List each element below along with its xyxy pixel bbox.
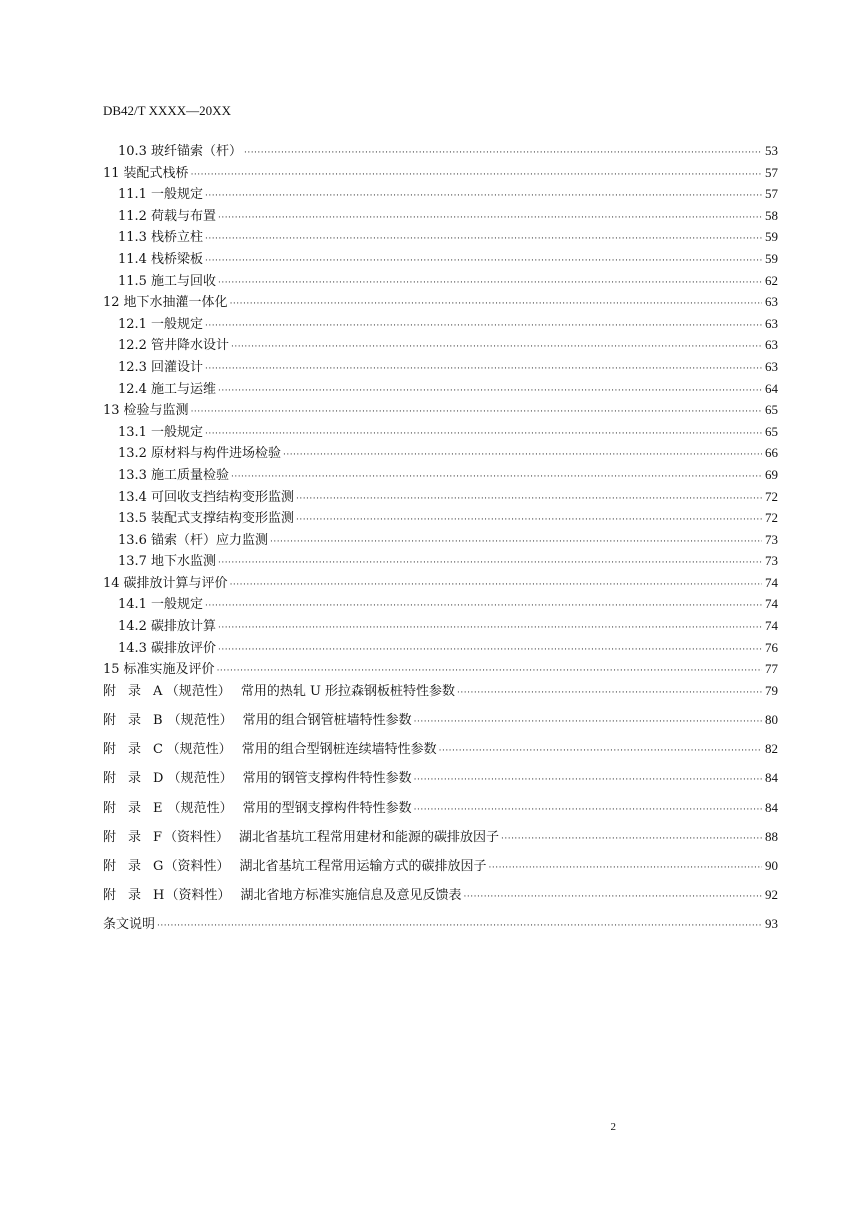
toc-entry-title: 一般规定 <box>150 424 203 440</box>
toc-dot-leader <box>205 318 762 334</box>
toc-dot-leader <box>244 145 762 161</box>
toc-dot-leader <box>489 860 763 876</box>
toc-entry[interactable] <box>103 402 778 424</box>
toc-entry-page: 72 <box>765 510 778 526</box>
appendix-type: （规范性） <box>167 800 233 816</box>
appendix-page: 84 <box>765 770 778 786</box>
toc-entry-page: 66 <box>765 445 778 461</box>
toc-dot-leader <box>205 361 762 377</box>
toc-entry[interactable] <box>103 553 778 575</box>
appendix-prefix-char: 录 <box>128 858 142 874</box>
toc-dot-leader <box>191 404 762 420</box>
appendix-title: 常用的钢管支撑构件特性参数 <box>242 771 412 787</box>
toc-entry-number: 15 <box>103 662 120 678</box>
toc-entry-number: 12.4 <box>118 381 147 397</box>
appendix-prefix-char: 录 <box>128 742 142 758</box>
appendix-type: （规范性） <box>167 713 233 729</box>
toc-appendix-entry[interactable] <box>103 683 778 712</box>
toc-entry-title: 回灌设计 <box>150 359 203 375</box>
table-of-contents <box>103 143 778 938</box>
appendix-page: 79 <box>765 682 778 698</box>
toc-entry[interactable] <box>103 596 778 618</box>
toc-entry-title: 施工质量检验 <box>150 467 229 483</box>
appendix-prefix-char: 录 <box>128 800 142 816</box>
toc-dot-leader <box>218 642 762 658</box>
toc-dot-leader <box>157 918 762 934</box>
appendix-title: 湖北省基坑工程常用运输方式的碳排放因子 <box>239 858 487 874</box>
appendix-type: （资料性） <box>163 829 229 845</box>
appendix-letter: C <box>153 742 163 758</box>
toc-entry-number: 14.3 <box>118 640 147 656</box>
appendix-type: （资料性） <box>164 858 230 874</box>
toc-entry-page: 63 <box>765 315 778 331</box>
toc-entry-page: 59 <box>765 250 778 266</box>
toc-entry[interactable] <box>103 186 778 208</box>
appendix-letter: E <box>153 800 163 816</box>
appendix-letter: D <box>153 771 164 787</box>
toc-dot-leader <box>230 296 762 312</box>
toc-dot-leader <box>283 447 762 463</box>
toc-entry[interactable] <box>103 424 778 446</box>
appendix-prefix-char: 附 <box>103 771 117 787</box>
appendix-prefix-char: 附 <box>103 858 117 874</box>
toc-entry-page: 64 <box>765 380 778 396</box>
document-code-header: DB42/T XXXX—20XX <box>103 103 231 118</box>
toc-entry-page: 76 <box>765 639 778 655</box>
appendix-page: 80 <box>765 712 778 728</box>
toc-entry-number: 14.2 <box>118 619 147 635</box>
toc-dot-leader <box>296 491 762 507</box>
toc-entry[interactable] <box>103 294 778 316</box>
appendix-prefix-char: 录 <box>128 683 142 699</box>
appendix-prefix <box>103 742 153 758</box>
toc-entry-page: 59 <box>765 229 778 245</box>
toc-entry-number: 12 <box>103 295 120 311</box>
toc-entry-title: 碳排放评价 <box>150 640 216 656</box>
toc-entry-number: 13.3 <box>118 467 147 483</box>
toc-entry-number: 14.1 <box>118 597 147 613</box>
appendix-prefix <box>103 859 153 875</box>
toc-dot-leader <box>230 577 762 593</box>
toc-entry-title: 装配式支撑结构变形监测 <box>150 511 294 527</box>
toc-entry-page: 69 <box>765 466 778 482</box>
toc-entry-title: 玻纤锚索（杆） <box>150 144 242 159</box>
appendix-prefix-char: 录 <box>128 771 142 787</box>
toc-entry-number: 13 <box>103 403 120 419</box>
toc-entry-page: 63 <box>765 337 778 353</box>
toc-entry-title: 标准实施及评价 <box>123 662 215 678</box>
toc-appendix-entry[interactable] <box>103 829 778 858</box>
toc-entry[interactable] <box>103 337 778 359</box>
appendix-letter: A <box>153 683 163 699</box>
toc-appendix-entry[interactable] <box>103 887 778 916</box>
toc-dot-leader <box>218 620 762 636</box>
toc-entry-number: 12.1 <box>118 316 147 332</box>
toc-entry-number: 14 <box>103 575 120 591</box>
toc-appendix-entry[interactable] <box>103 800 778 829</box>
toc-entry[interactable] <box>103 640 778 662</box>
toc-entry[interactable] <box>103 143 778 165</box>
appendix-prefix-char: 附 <box>103 829 117 845</box>
toc-entry[interactable] <box>103 467 778 489</box>
toc-dot-leader <box>217 663 762 679</box>
toc-entry-title: 装配式栈桥 <box>123 165 189 181</box>
appendix-type: （规范性） <box>167 771 233 787</box>
toc-entry-title: 施工与运维 <box>150 381 216 397</box>
appendix-title: 湖北省基坑工程常用建材和能源的碳排放因子 <box>238 829 499 845</box>
toc-entry[interactable] <box>103 532 778 554</box>
toc-entry-number: 11.2 <box>118 208 147 224</box>
toc-entry-title: 一般规定 <box>150 316 203 332</box>
toc-dot-leader <box>296 512 762 528</box>
toc-entry-title: 荷载与布置 <box>150 208 216 224</box>
appendix-prefix <box>103 771 153 787</box>
toc-entry-page: 74 <box>765 618 778 634</box>
appendix-type: （规范性） <box>166 742 232 758</box>
final-entry-title: 条文说明 <box>103 917 156 933</box>
toc-entry[interactable] <box>103 359 778 381</box>
toc-entry-page: 72 <box>765 488 778 504</box>
toc-dot-leader <box>439 743 762 759</box>
appendix-letter: H <box>153 888 165 904</box>
appendix-page: 92 <box>765 887 778 903</box>
toc-entry-title: 可回收支挡结构变形监测 <box>150 489 294 505</box>
toc-entry-number: 13.5 <box>118 511 147 527</box>
toc-entry-number: 13.6 <box>118 532 147 548</box>
toc-dot-leader <box>414 714 762 730</box>
appendix-prefix-char: 附 <box>103 888 117 904</box>
toc-entry-page: 73 <box>765 531 778 547</box>
toc-entry-number: 12.2 <box>118 338 147 354</box>
toc-entry-page: 65 <box>765 423 778 439</box>
appendix-letter: B <box>153 713 163 729</box>
appendix-prefix <box>103 801 153 817</box>
toc-entry-page: 62 <box>765 272 778 288</box>
appendix-page: 84 <box>765 799 778 815</box>
toc-entry-number: 12.3 <box>118 359 147 375</box>
toc-entry-page: 57 <box>765 164 778 180</box>
toc-entry-page: 63 <box>765 358 778 374</box>
toc-entry[interactable] <box>103 618 778 640</box>
toc-entry-page: 58 <box>765 207 778 223</box>
toc-dot-leader <box>218 275 762 291</box>
appendix-prefix-char: 附 <box>103 742 117 758</box>
appendix-prefix <box>103 830 153 846</box>
toc-entry-title: 栈桥立柱 <box>150 230 203 246</box>
toc-dot-leader <box>231 469 762 485</box>
appendix-prefix-char: 附 <box>103 713 117 729</box>
toc-final-entry[interactable] <box>103 916 778 938</box>
appendix-title: 常用的组合钢管桩墙特性参数 <box>242 713 412 729</box>
toc-entry-title: 一般规定 <box>150 597 203 613</box>
appendix-type: （资料性） <box>165 888 231 904</box>
appendix-title: 常用的型钢支撑构件特性参数 <box>242 800 412 816</box>
toc-entry-number: 11.3 <box>118 230 147 246</box>
toc-entry-page: 74 <box>765 574 778 590</box>
toc-entry-number: 11.1 <box>118 187 147 203</box>
toc-dot-leader <box>205 188 762 204</box>
toc-entry-page: 74 <box>765 596 778 612</box>
appendix-page: 82 <box>765 741 778 757</box>
appendix-title: 湖北省地方标准实施信息及意见反馈表 <box>240 888 462 904</box>
toc-entry-number: 11.5 <box>118 273 147 289</box>
toc-entry[interactable] <box>103 316 778 338</box>
toc-entry[interactable] <box>103 510 778 532</box>
toc-entry-number: 10.3 <box>118 144 147 159</box>
toc-entry[interactable] <box>103 661 778 683</box>
appendix-letter: G <box>153 858 164 874</box>
appendix-prefix <box>103 713 153 729</box>
toc-entry[interactable] <box>103 489 778 511</box>
toc-entry-number: 13.2 <box>118 446 147 462</box>
toc-dot-leader <box>205 253 762 269</box>
toc-entry-page: 77 <box>765 661 778 677</box>
toc-appendix-entry[interactable] <box>103 770 778 799</box>
toc-appendix-entry[interactable] <box>103 712 778 741</box>
toc-dot-leader <box>464 889 762 905</box>
toc-entry-page: 73 <box>765 553 778 569</box>
toc-dot-leader <box>231 339 762 355</box>
toc-dot-leader <box>218 210 762 226</box>
toc-entry[interactable] <box>103 208 778 230</box>
toc-entry-title: 一般规定 <box>150 187 203 203</box>
toc-entry-title: 施工与回收 <box>150 273 216 289</box>
toc-dot-leader <box>457 685 762 701</box>
toc-entry-title: 管井降水设计 <box>150 338 229 354</box>
appendix-prefix-char: 附 <box>103 683 117 699</box>
toc-entry-page: 65 <box>765 402 778 418</box>
toc-dot-leader <box>501 831 762 847</box>
toc-entry-title: 锚索（杆）应力监测 <box>150 532 268 548</box>
toc-entry-title: 原材料与构件进场检验 <box>150 446 281 462</box>
toc-appendix-entry[interactable] <box>103 858 778 887</box>
toc-dot-leader <box>191 167 762 183</box>
toc-entry-page: 53 <box>765 143 778 158</box>
appendix-page: 88 <box>765 828 778 844</box>
toc-dot-leader <box>414 772 762 788</box>
appendix-page: 90 <box>765 857 778 873</box>
toc-dot-leader <box>218 383 762 399</box>
toc-entry[interactable] <box>103 381 778 403</box>
toc-entry-title: 检验与监测 <box>123 403 189 419</box>
appendix-title: 常用的组合型钢桩连续墙特性参数 <box>241 742 437 758</box>
toc-dot-leader <box>205 598 762 614</box>
toc-dot-leader <box>218 555 762 571</box>
toc-entry-number: 13.1 <box>118 424 147 440</box>
toc-entry-page: 63 <box>765 294 778 310</box>
toc-entry[interactable] <box>103 165 778 187</box>
appendix-prefix-char: 录 <box>128 829 142 845</box>
toc-entry-title: 碳排放计算 <box>150 619 216 635</box>
toc-entry[interactable] <box>103 575 778 597</box>
appendix-title: 常用的热轧 U 形拉森钢板桩特性参数 <box>240 683 456 699</box>
toc-entry[interactable] <box>103 251 778 273</box>
appendix-letter: F <box>153 829 163 845</box>
page-number: 2 <box>610 1121 616 1133</box>
toc-entry[interactable] <box>103 229 778 251</box>
toc-entry-page: 57 <box>765 186 778 202</box>
toc-dot-leader <box>414 802 762 818</box>
appendix-prefix <box>103 684 153 700</box>
toc-entry-number: 13.4 <box>118 489 147 505</box>
toc-entry-number: 11.4 <box>118 251 147 267</box>
appendix-prefix-char: 附 <box>103 800 117 816</box>
toc-entry-title: 地下水监测 <box>150 554 216 570</box>
toc-entry-number: 11 <box>103 165 120 181</box>
toc-appendix-entry[interactable] <box>103 741 778 770</box>
toc-dot-leader <box>205 231 762 247</box>
appendix-prefix <box>103 888 153 904</box>
appendix-prefix-char: 录 <box>128 888 142 904</box>
appendix-prefix-char: 录 <box>128 713 142 729</box>
toc-entry-number: 13.7 <box>118 554 147 570</box>
toc-dot-leader <box>270 534 762 550</box>
toc-entry[interactable] <box>103 273 778 295</box>
toc-entry[interactable] <box>103 445 778 467</box>
appendix-type: （规范性） <box>165 683 231 699</box>
toc-entry-title: 栈桥梁板 <box>150 251 203 267</box>
toc-dot-leader <box>205 426 762 442</box>
toc-entry-title: 碳排放计算与评价 <box>123 575 228 591</box>
toc-entry-title: 地下水抽灌一体化 <box>123 295 228 311</box>
final-entry-page: 93 <box>765 916 778 932</box>
